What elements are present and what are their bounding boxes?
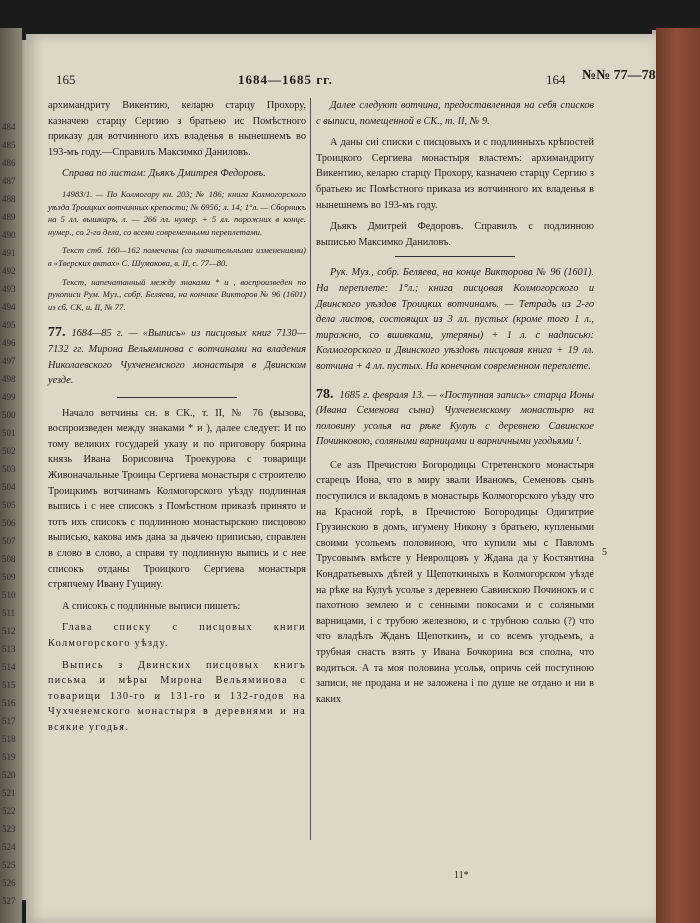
right-column [316,98,594,713]
line-number: 485 [2,140,16,150]
line-number: 492 [2,266,16,276]
archival-note: Рук. Муз., собр. Беляева, на конце Викторова № 96 (1601). На переплете: 1°л.; книга писцовая Колмогорского и Двинского уѣздов Троицких вотчинамъ. — Тетрадь из 2-го дела листов, состоящих из 3 лл. пустых (кроме того 1 л., тиражно, со вшивками, утеряны) + 1 л. с надписью: Колмогорского и Двинского уѣздовъ писцовая книга + 19 лл. вотчина + 4 лл. пустых. На конечном современном переплете. [316,267,594,372]
line-number: 506 [2,518,16,528]
line-number: 515 [2,680,16,690]
line-number: 517 [2,716,16,726]
divider [395,256,515,257]
previous-page-edge [0,28,22,923]
line-number: 487 [2,176,16,186]
left-page-number: 165 [56,72,76,87]
line-number: 519 [2,752,16,762]
entry-number: 78. [316,386,334,402]
paragraph: А даны сиі списки с писцовыхъ и с подлинныхъ крѣпостей Троицкого Сергиева монастыря властемъ: архимандриту Викентию, келарю старцу Прохору, казначею старцу Сергию з братьею ис Помѣстного приказа из вотчинного их владенья в нынешнемъ во 193-мъ году. [316,137,594,211]
line-number: 488 [2,194,16,204]
entry-title: 1685 г. февраля 13. — «Поступная запись» старца Ионы (Ивана Семенова сына) Чухченемскому монастырю на половину усолья на рѣке Кулуѣ с деревнею Савинское Починковою, соляными варницами и варничными угодьями ¹. [316,389,594,448]
paragraph: А списокъ с подлинные выписи пишетъ: [62,600,241,612]
line-number: 497 [2,356,16,366]
line-number: 508 [2,554,16,564]
entry-78 [316,387,594,450]
line-number: 501 [2,428,16,438]
line-number: 514 [2,662,16,672]
line-number: 511 [2,608,16,618]
book-page [26,34,656,923]
line-number: 505 [2,500,16,510]
margin-line-number: 5 [602,547,607,558]
line-number: 512 [2,626,16,636]
line-number: 489 [2,212,16,222]
line-number: 491 [2,248,16,258]
paragraph: архимандриту Викентию, келарю старцу Прохору, казначею старцу Сергию з братьею ис Помѣстного приказу для вотчинного ихъ владенья в нынешнемъ во 193-мъ году.—Справилъ Максимко Даниловъ. [48,100,306,158]
line-number: 503 [2,464,16,474]
line-number: 525 [2,860,16,870]
line-number: 495 [2,320,16,330]
text-note: Текст, напечатанный между знаками * и , воспроизведен по рукописи Рум. Муз., собр. Беляева, на кончике Викторов № 96 (1601) из сб. СК, и. II, № 77. [48,276,306,312]
book-cover [656,28,700,923]
line-number: 527 [2,896,16,906]
entry-number: 77. [48,325,66,341]
line-number: 504 [2,482,16,492]
publication-note: Текст стб. 160—162 помечены (со значительными изменениями) в «Тверских актах» С. Шумакова, в. II, с. 77—80. [48,245,306,268]
line-number: 500 [2,410,16,420]
line-number: 520 [2,770,16,780]
heading: Глава списку с писцовых книги Колмогорского уѣзду. [48,622,306,649]
column-divider [310,98,311,840]
paragraph: Се азъ Пречистою Богородицы Стретенского монастыря старецъ Иона, что в миру звали Иваномъ, Семеновъ сынъ поступился и вкладомъ в монастырь Колмогорского уѣзду что на Красной горѣ, в Пречистою Богородицы Одигитрие Грузинскою в домъ, игумену Никону з братьею, куплеными своими усольемъ половиною, что купили мы с Павломъ Трусовымъ вмѣсте у Невролцовъ у Ждана да у Костянтина Кондратьевыхъ дѣтей у Щепоткиныхъ в Колмогорском уѣзде на рѣке на Кулуѣ усолье з деревнею Савинскою Починокъ и с пахотною землею и с сенными покосами и с соляными варницами, і с трубою железною, и с трубною солью (?) что что владѣлъ Жданъ Щепоткинъ, и со всемъ угодьемъ, а трубная снасть взять у Ивана Бочкорина вся сполна, что водиться. А та моя половина усолья, опричь сей поступною записи, не продана и не заложена і по душе не отдано и ни в каких [316,459,594,705]
line-number: 518 [2,734,16,744]
line-number: 509 [2,572,16,582]
right-page-number: 164 [546,72,566,87]
line-number: 523 [2,824,16,834]
archival-note: 14983/1. — По Колмогору кн. 203; № 186; книга Колмогорского уѣзда Троицких вотчинных крепости; № 6956; л. 14; 1°л. — Сборникъ на 5 лл. вышкаръ, л. — 266 лл. нумер. + 5 лл. порожних в конце. нумер., со 2-го дела, со всеми современными переплетами. [48,188,306,237]
entry-title: 1684—85 г. — «Выпись» из писцовых книг 7130—7132 гг. Мирона Вельяминова с вотчинами на владения Николаевского Чухченемского монастыря в Двинском уезде. [48,328,306,387]
divider [117,397,237,398]
line-number: 502 [2,446,16,456]
line-number: 484 [2,122,16,132]
document-numbers: №№ 77—78 [582,68,656,83]
line-number: 499 [2,392,16,402]
line-number: 498 [2,374,16,384]
page-header [26,68,656,94]
line-number: 524 [2,842,16,852]
line-number: 494 [2,302,16,312]
line-number: 516 [2,698,16,708]
paragraph: Начало вотчины сн. в СК., т. II, № 76 (вызова, воспроизведен между знаками * и ), далее следует: И по тому великих государей указу и по приговору боярина князь Ивана Борисовича Троекурова с товарищи Живоначальные Троицы Сергиева монастыря с строителю Троицкимъ вотчинамъ Колмогорского уѣзду подлинная выпись і с нее списокъ з Помѣстном приказѣ принято и тотъ ихъ списокъ с подлинною монастырскою писцовою выписью, какова имъ дана за дьячею приписью, справлен в слово в слово, а справя ту подлинную выпись и с нее списокъ отданы Троицкого Сергиева монастыря стряпчему Ивану Гущину. [48,407,306,591]
paragraph: Далее следуют вотчина, предоставленная на себя списков с выписи, помещенной в СК., т. II, № 9. [316,100,594,127]
line-number: 510 [2,590,16,600]
line-number: 521 [2,788,16,798]
line-number: 522 [2,806,16,816]
paragraph: Выпись з Двинских писцовых книгъ письма и мѣры Мирона Вельяминова с товарищи 130-го и 131-го и 132-годов на Чухченемского монастыря в деревнями и на всякие угодья. [48,659,306,733]
paragraph: Справа по листам: Дьякъ Дмитрея Федоровъ. [62,168,266,180]
line-number: 526 [2,878,16,888]
signature-mark: 11* [454,870,469,881]
line-number: 493 [2,284,16,294]
previous-page-line-numbers [2,118,24,910]
line-number: 490 [2,230,16,240]
line-number: 507 [2,536,16,546]
line-number: 513 [2,644,16,654]
line-number: 496 [2,338,16,348]
entry-77 [48,325,306,388]
running-title: 1684—1685 гг. [238,72,333,87]
paragraph: Дьякъ Дмитрей Федоровъ. Справилъ с подлинною выписью Максимко Даниловъ. [316,221,594,248]
left-column [48,98,306,742]
line-number: 486 [2,158,16,168]
